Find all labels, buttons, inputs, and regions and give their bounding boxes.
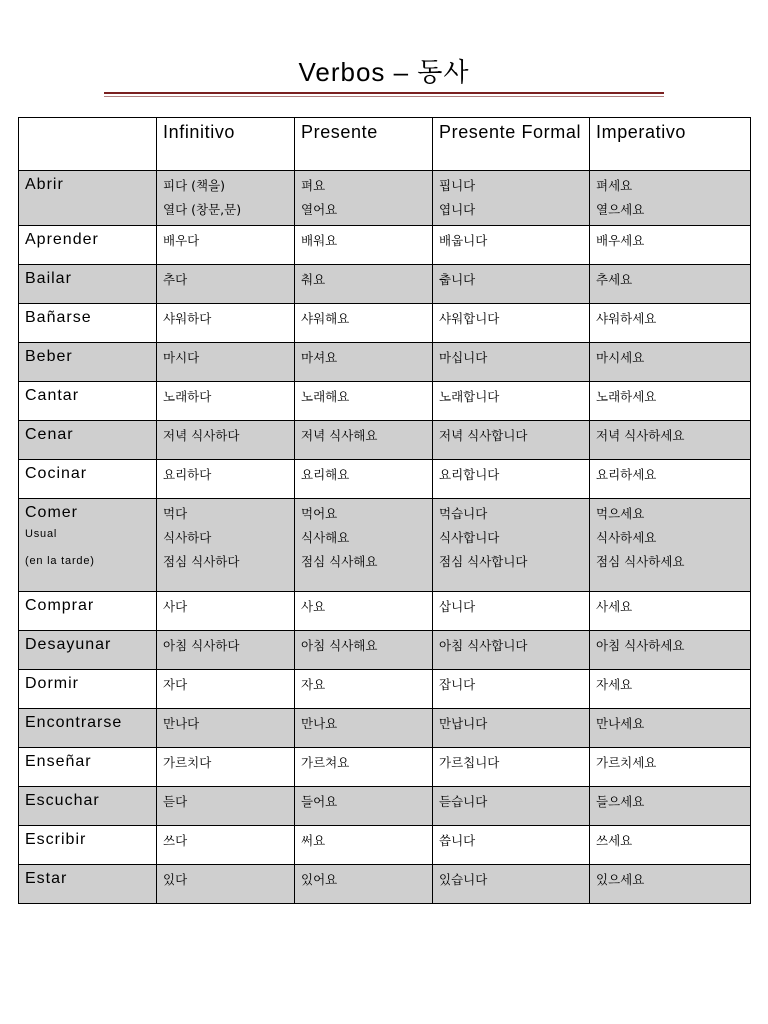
- table-row: [19, 499, 751, 592]
- korean-form: 만나요: [301, 716, 338, 731]
- korean-form: 마시다: [163, 350, 200, 365]
- presente-cell: [295, 748, 433, 787]
- presente-cell: [295, 226, 433, 265]
- korean-form: 요리합니다: [439, 467, 500, 482]
- presente-cell: [295, 826, 433, 865]
- imperativo-cell: [590, 865, 751, 904]
- presente-formal-cell: [433, 748, 590, 787]
- spanish-verb: Bailar: [25, 270, 72, 287]
- korean-form: 노래합니다: [439, 389, 500, 404]
- header-infinitivo: Infinitivo: [157, 118, 295, 171]
- korean-form: 듣습니다: [439, 794, 488, 809]
- table-row: [19, 709, 751, 748]
- presente-formal-cell: [433, 382, 590, 421]
- verb-table: [18, 117, 751, 904]
- korean-form: 사요: [301, 599, 326, 614]
- imperativo-cell: [590, 421, 751, 460]
- korean-form: 핍니다: [439, 178, 476, 193]
- korean-form: 배워요: [301, 233, 338, 248]
- infinitivo-cell: [157, 171, 295, 226]
- presente-cell: [295, 787, 433, 826]
- table-row: [19, 865, 751, 904]
- imperativo-cell: [590, 304, 751, 343]
- presente-formal-cell: [433, 499, 590, 592]
- korean-form: 추세요: [596, 272, 633, 287]
- korean-form: 가르쳐요: [301, 755, 350, 770]
- table-row: [19, 826, 751, 865]
- korean-form: 샤워하세요: [596, 311, 657, 326]
- imperativo-cell: [590, 226, 751, 265]
- imperativo-cell: [590, 382, 751, 421]
- korean-form: 쓰다: [163, 833, 188, 848]
- korean-form: 사다: [163, 599, 188, 614]
- presente-cell: [295, 499, 433, 592]
- korean-form: 배우세요: [596, 233, 645, 248]
- korean-form: 있습니다: [439, 872, 488, 887]
- korean-form: 있으세요: [596, 872, 645, 887]
- korean-form: 아침 식사합니다: [439, 638, 528, 653]
- korean-form: 가르치세요: [596, 755, 657, 770]
- infinitivo-cell: [157, 460, 295, 499]
- presente-cell: [295, 265, 433, 304]
- table-row: [19, 343, 751, 382]
- korean-form: 춰요: [301, 272, 326, 287]
- infinitivo-cell: [157, 631, 295, 670]
- presente-cell: [295, 670, 433, 709]
- spanish-verb: Desayunar: [25, 636, 112, 653]
- imperativo-cell: [590, 343, 751, 382]
- korean-form: 자다: [163, 677, 188, 692]
- korean-form: 만나세요: [596, 716, 645, 731]
- presente-formal-cell: [433, 670, 590, 709]
- spanish-verb-cell: [19, 499, 157, 592]
- verb-table-body: [19, 171, 751, 904]
- korean-form: 만나다: [163, 716, 200, 731]
- korean-form: 만납니다: [439, 716, 488, 731]
- korean-form: 열으세요: [596, 202, 645, 217]
- presente-cell: [295, 709, 433, 748]
- table-row: [19, 382, 751, 421]
- presente-cell: [295, 382, 433, 421]
- spanish-verb-cell: [19, 631, 157, 670]
- verb-usage-note: (en la tarde): [25, 555, 95, 567]
- imperativo-cell: [590, 826, 751, 865]
- korean-form: 마시세요: [596, 350, 645, 365]
- header-imperativo: Imperativo: [590, 118, 751, 171]
- infinitivo-cell: [157, 226, 295, 265]
- spanish-verb-cell: [19, 670, 157, 709]
- header-row: [19, 118, 751, 171]
- spanish-verb: Estar: [25, 870, 68, 887]
- korean-form: 써요: [301, 833, 326, 848]
- korean-form: 샤워해요: [301, 311, 350, 326]
- presente-formal-cell: [433, 709, 590, 748]
- presente-formal-cell: [433, 826, 590, 865]
- presente-formal-cell: [433, 787, 590, 826]
- infinitivo-cell: [157, 265, 295, 304]
- spanish-verb: Comer: [25, 504, 79, 521]
- korean-form: 아침 식사하세요: [596, 638, 685, 653]
- presente-formal-cell: [433, 343, 590, 382]
- table-row: [19, 421, 751, 460]
- imperativo-cell: [590, 499, 751, 592]
- header-presente-formal: Presente Formal: [433, 118, 590, 171]
- spanish-verb-cell: [19, 826, 157, 865]
- korean-form: 열어요: [301, 202, 338, 217]
- korean-form: 저녁 식사하세요: [596, 428, 685, 443]
- spanish-verb-cell: [19, 748, 157, 787]
- korean-form: 배우다: [163, 233, 200, 248]
- spanish-verb: Cantar: [25, 387, 80, 404]
- korean-form: 먹어요: [301, 506, 338, 521]
- presente-cell: [295, 171, 433, 226]
- korean-form: 엽니다: [439, 202, 476, 217]
- imperativo-cell: [590, 265, 751, 304]
- title-underline: [104, 92, 664, 94]
- infinitivo-cell: [157, 304, 295, 343]
- imperativo-cell: [590, 631, 751, 670]
- korean-form: 요리해요: [301, 467, 350, 482]
- presente-cell: [295, 343, 433, 382]
- korean-form: 저녁 식사해요: [301, 428, 378, 443]
- imperativo-cell: [590, 670, 751, 709]
- spanish-verb-cell: [19, 226, 157, 265]
- imperativo-cell: [590, 171, 751, 226]
- spanish-verb: Comprar: [25, 597, 95, 614]
- korean-form: 식사해요: [301, 530, 350, 545]
- table-row: [19, 787, 751, 826]
- korean-form: 저녁 식사하다: [163, 428, 240, 443]
- korean-form: 가르치다: [163, 755, 212, 770]
- korean-form: 점심 식사해요: [301, 554, 378, 569]
- presente-cell: [295, 304, 433, 343]
- presente-formal-cell: [433, 265, 590, 304]
- korean-form: 들어요: [301, 794, 338, 809]
- korean-form: 잡니다: [439, 677, 476, 692]
- spanish-verb-cell: [19, 265, 157, 304]
- korean-form: 노래하세요: [596, 389, 657, 404]
- presente-cell: [295, 631, 433, 670]
- korean-form: 노래해요: [301, 389, 350, 404]
- presente-formal-cell: [433, 226, 590, 265]
- presente-formal-cell: [433, 592, 590, 631]
- korean-form: 점심 식사하세요: [596, 554, 685, 569]
- korean-form: 먹습니다: [439, 506, 488, 521]
- korean-form: 먹다: [163, 506, 188, 521]
- korean-form: 요리하세요: [596, 467, 657, 482]
- korean-form: 추다: [163, 272, 188, 287]
- spanish-verb-cell: [19, 460, 157, 499]
- korean-form: 씁니다: [439, 833, 476, 848]
- verb-usage-note: Usual: [25, 528, 58, 540]
- infinitivo-cell: [157, 670, 295, 709]
- spanish-verb-cell: [19, 709, 157, 748]
- spanish-verb: Beber: [25, 348, 73, 365]
- korean-form: 아침 식사하다: [163, 638, 240, 653]
- spanish-verb-cell: [19, 787, 157, 826]
- korean-form: 자세요: [596, 677, 633, 692]
- spanish-verb: Enseñar: [25, 753, 92, 770]
- table-row: [19, 670, 751, 709]
- korean-form: 들으세요: [596, 794, 645, 809]
- spanish-verb-cell: [19, 304, 157, 343]
- imperativo-cell: [590, 709, 751, 748]
- korean-form: 노래하다: [163, 389, 212, 404]
- korean-form: 펴세요: [596, 178, 633, 193]
- korean-form: 있다: [163, 872, 188, 887]
- korean-form: 펴요: [301, 178, 326, 193]
- table-row: [19, 265, 751, 304]
- spanish-verb-cell: [19, 865, 157, 904]
- korean-form: 식사하세요: [596, 530, 657, 545]
- presente-formal-cell: [433, 421, 590, 460]
- spanish-verb: Encontrarse: [25, 714, 123, 731]
- korean-form: 열다 (창문,문): [163, 202, 242, 217]
- spanish-verb-cell: [19, 592, 157, 631]
- presente-cell: [295, 460, 433, 499]
- infinitivo-cell: [157, 499, 295, 592]
- table-row: [19, 592, 751, 631]
- infinitivo-cell: [157, 865, 295, 904]
- korean-form: 샤워하다: [163, 311, 212, 326]
- spanish-verb: Escuchar: [25, 792, 100, 809]
- presente-formal-cell: [433, 865, 590, 904]
- korean-form: 있어요: [301, 872, 338, 887]
- korean-form: 저녁 식사합니다: [439, 428, 528, 443]
- korean-form: 삽니다: [439, 599, 476, 614]
- table-row: [19, 171, 751, 226]
- table-row: [19, 631, 751, 670]
- presente-formal-cell: [433, 460, 590, 499]
- table-row: [19, 304, 751, 343]
- spanish-verb-cell: [19, 421, 157, 460]
- korean-form: 배웁니다: [439, 233, 488, 248]
- header-presente: Presente: [295, 118, 433, 171]
- korean-form: 먹으세요: [596, 506, 645, 521]
- table-row: [19, 460, 751, 499]
- presente-cell: [295, 592, 433, 631]
- imperativo-cell: [590, 787, 751, 826]
- korean-form: 피다 (책을): [163, 178, 226, 193]
- korean-form: 점심 식사합니다: [439, 554, 528, 569]
- korean-form: 아침 식사해요: [301, 638, 378, 653]
- korean-form: 춥니다: [439, 272, 476, 287]
- spanish-verb: Cocinar: [25, 465, 88, 482]
- presente-formal-cell: [433, 304, 590, 343]
- spanish-verb: Abrir: [25, 176, 64, 193]
- imperativo-cell: [590, 748, 751, 787]
- korean-form: 점심 식사하다: [163, 554, 240, 569]
- title-underline-thin: [104, 96, 664, 97]
- korean-form: 식사하다: [163, 530, 212, 545]
- spanish-verb-cell: [19, 343, 157, 382]
- spanish-verb: Escribir: [25, 831, 87, 848]
- spanish-verb: Bañarse: [25, 309, 92, 326]
- header-cell-empty: [19, 118, 157, 171]
- korean-form: 마셔요: [301, 350, 338, 365]
- korean-form: 마십니다: [439, 350, 488, 365]
- korean-form: 듣다: [163, 794, 188, 809]
- korean-form: 요리하다: [163, 467, 212, 482]
- spanish-verb: Aprender: [25, 231, 99, 248]
- presente-formal-cell: [433, 631, 590, 670]
- infinitivo-cell: [157, 592, 295, 631]
- infinitivo-cell: [157, 787, 295, 826]
- spanish-verb: Cenar: [25, 426, 74, 443]
- infinitivo-cell: [157, 421, 295, 460]
- infinitivo-cell: [157, 826, 295, 865]
- page-title: Verbos – 동사: [298, 57, 470, 87]
- korean-form: 가르칩니다: [439, 755, 500, 770]
- table-row: [19, 748, 751, 787]
- korean-form: 샤워합니다: [439, 311, 500, 326]
- spanish-verb-cell: [19, 171, 157, 226]
- presente-cell: [295, 421, 433, 460]
- presente-cell: [295, 865, 433, 904]
- spanish-verb: Dormir: [25, 675, 79, 692]
- infinitivo-cell: [157, 382, 295, 421]
- imperativo-cell: [590, 592, 751, 631]
- table-row: [19, 226, 751, 265]
- infinitivo-cell: [157, 343, 295, 382]
- korean-form: 식사합니다: [439, 530, 500, 545]
- korean-form: 쓰세요: [596, 833, 633, 848]
- infinitivo-cell: [157, 709, 295, 748]
- imperativo-cell: [590, 460, 751, 499]
- korean-form: 자요: [301, 677, 326, 692]
- infinitivo-cell: [157, 748, 295, 787]
- spanish-verb-cell: [19, 382, 157, 421]
- korean-form: 사세요: [596, 599, 633, 614]
- presente-formal-cell: [433, 171, 590, 226]
